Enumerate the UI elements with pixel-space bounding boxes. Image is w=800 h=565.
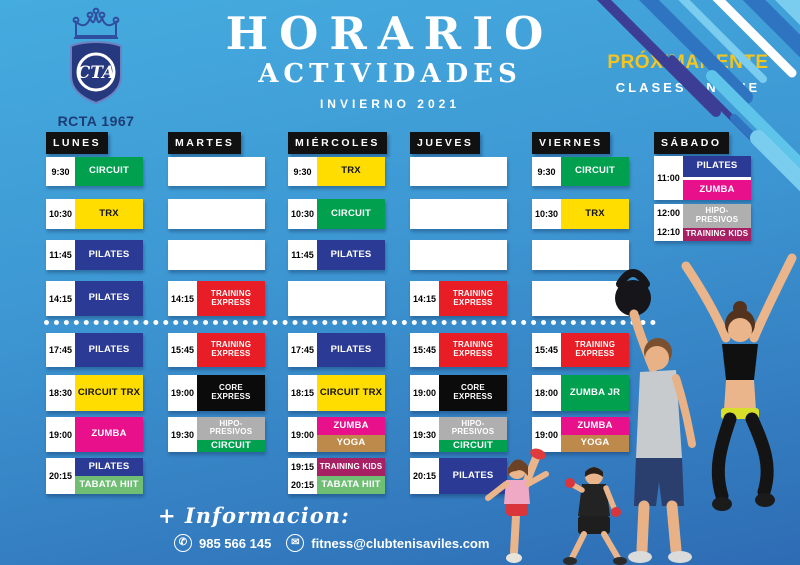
footer-contact — [150, 503, 510, 552]
time-label: 19:30 — [170, 429, 195, 440]
activity-label: CIRCUIT — [75, 157, 143, 186]
activity-label: CIRCUIT TRX — [317, 375, 385, 411]
schedule-cell — [410, 281, 507, 316]
time-label: 14:15 — [170, 293, 195, 304]
time-label: 10:30 — [48, 209, 73, 219]
time-label: 14:15 — [48, 293, 73, 304]
promo-line-2: CLASES ONLINE — [615, 80, 761, 95]
time-label: 19:30 — [412, 429, 437, 440]
schedule-cell — [654, 204, 751, 241]
empty-schedule-cell — [168, 157, 265, 186]
activity-label: TRAINING EXPRESS — [561, 333, 629, 367]
schedule-cell — [410, 375, 507, 411]
schedule-cell — [46, 240, 143, 270]
day-header-martes: MARTES — [168, 132, 241, 154]
schedule-cell — [46, 417, 143, 452]
club-crest-icon — [46, 6, 146, 106]
activity-label: ZUMBA — [317, 417, 385, 435]
day-header-lunes: LUNES — [46, 132, 108, 154]
schedule-cell — [46, 375, 143, 411]
title-season: INVIERNO 2021 — [319, 97, 461, 112]
schedule-cell — [532, 157, 629, 186]
activity-label: ZUMBA — [75, 417, 143, 452]
phone-icon: ✆ — [174, 534, 192, 552]
schedule-cell — [168, 417, 265, 452]
empty-schedule-cell — [410, 199, 507, 229]
schedule-cell — [46, 199, 143, 229]
activity-label: PILATES — [75, 458, 143, 476]
time-label: 11:45 — [291, 250, 314, 260]
schedule-cell — [288, 375, 385, 411]
time-label: 17:45 — [290, 345, 315, 355]
day-header-sabado: SÁBADO — [654, 132, 729, 154]
time-label: 15:45 — [534, 345, 559, 355]
schedule-cell — [46, 157, 143, 186]
club-name: RCTA 1967 — [57, 113, 135, 129]
time-label: 19:00 — [290, 429, 315, 440]
day-header-viernes: VIERNES — [532, 132, 610, 154]
activity-label: ZUMBA JR — [561, 375, 629, 411]
time-label: 9:30 — [51, 166, 70, 177]
activity-label: PILATES — [75, 240, 143, 270]
schedule-cell — [288, 417, 385, 452]
schedule-cell — [410, 333, 507, 367]
activity-label: PILATES — [75, 333, 143, 367]
activity-label: YOGA — [561, 435, 629, 453]
time-label: 19:00 — [534, 429, 559, 440]
club-badge — [40, 6, 152, 129]
day-column-miercoles — [288, 130, 385, 505]
activity-label: TRAINING EXPRESS — [197, 333, 265, 367]
schedule-cell — [46, 281, 143, 316]
activity-label: HIPO-PRESIVOS — [197, 417, 265, 440]
photo-woman-jumping — [664, 250, 800, 565]
activity-label: CIRCUIT — [317, 199, 385, 229]
day-column-martes — [168, 130, 265, 505]
activity-label: CORE EXPRESS — [439, 375, 507, 411]
time-label: 19:00 — [412, 388, 437, 398]
activity-label: TRX — [75, 199, 143, 229]
empty-schedule-cell — [410, 240, 507, 270]
time-label: 17:45 — [48, 345, 73, 355]
activity-label: CORE EXPRESS — [197, 375, 265, 411]
activity-label: TRAINING EXPRESS — [439, 333, 507, 367]
day-column-lunes — [46, 130, 143, 505]
time-label: 20:15 — [412, 471, 437, 481]
empty-schedule-cell — [168, 199, 265, 229]
activity-label: PILATES — [75, 281, 143, 316]
day-header-miercoles: MIÉRCOLES — [288, 132, 387, 154]
time-label: 19:15 20:15 — [290, 462, 315, 490]
email-address: fitness@clubtenisaviles.com — [311, 535, 490, 551]
time-label: 20:15 — [48, 471, 73, 481]
activity-label: TRAINING KIDS — [317, 458, 385, 476]
empty-schedule-cell — [410, 157, 507, 186]
time-label: 15:45 — [170, 345, 195, 355]
photo-boy-dumbbell — [552, 460, 636, 565]
schedule-cell — [168, 281, 265, 316]
time-label: 19:00 — [48, 429, 73, 440]
activity-label: TRAINING EXPRESS — [439, 281, 507, 316]
schedule-cell — [532, 199, 629, 229]
schedule-cell — [288, 333, 385, 367]
schedule-cell — [168, 333, 265, 367]
activity-label: PILATES — [317, 240, 385, 270]
day-header-jueves: JUEVES — [410, 132, 480, 154]
activity-label: TRX — [561, 199, 629, 229]
time-label: 9:30 — [537, 166, 556, 177]
schedule-cell — [168, 375, 265, 411]
activity-label: TABATA HIIT — [75, 476, 143, 494]
promo-line-1: PRÓXIMAMENTE — [607, 52, 769, 73]
time-label: 18:15 — [290, 388, 315, 398]
activity-label: CIRCUIT — [197, 440, 265, 452]
activity-label: CIRCUIT — [439, 440, 507, 452]
time-label: 14:15 — [412, 293, 437, 304]
activity-label: CIRCUIT — [561, 157, 629, 186]
time-label: 19:00 — [170, 388, 195, 398]
club-monogram: CTA — [76, 63, 116, 83]
time-label: 10:30 — [534, 209, 559, 219]
time-label: 15:45 — [412, 345, 437, 355]
info-label: + Informacion: — [158, 503, 350, 528]
time-label: 18:00 — [534, 388, 559, 398]
empty-schedule-cell — [288, 281, 385, 316]
activity-label: TABATA HIIT — [317, 476, 385, 494]
schedule-cell — [288, 240, 385, 270]
time-label: 12:00 12:10 — [656, 208, 681, 237]
phone-number: 985 566 145 — [199, 535, 272, 551]
activity-label: YOGA — [317, 435, 385, 453]
schedule-cell — [288, 458, 385, 494]
title-line-1: HORARIO — [225, 7, 555, 60]
activity-label: TRX — [317, 157, 385, 186]
schedule-cell — [46, 333, 143, 367]
time-label: 9:30 — [293, 166, 312, 177]
activity-label: TRAINING KIDS — [683, 228, 751, 241]
activity-label: CIRCUIT TRX — [75, 375, 143, 411]
activity-label: HIPO-PRESIVOS — [439, 417, 507, 440]
activity-label: ZUMBA — [561, 417, 629, 435]
envelope-icon: ✉ — [286, 534, 304, 552]
time-label: 11:00 — [657, 173, 680, 183]
title-line-2: ACTIVIDADES — [258, 59, 522, 90]
schedule-cell — [288, 157, 385, 186]
empty-schedule-cell — [168, 240, 265, 270]
time-label: 11:45 — [49, 250, 72, 260]
schedule-cell — [46, 458, 143, 494]
schedule-cell — [288, 199, 385, 229]
activity-label: HIPO-PRESIVOS — [683, 204, 751, 228]
activity-label: PILATES — [683, 156, 751, 177]
activity-label: PILATES — [439, 458, 507, 494]
activity-label: ZUMBA — [683, 180, 751, 201]
activity-label: PILATES — [317, 333, 385, 367]
time-label: 10:30 — [290, 209, 315, 219]
schedule-cell — [654, 156, 751, 200]
time-label: 18:30 — [48, 388, 73, 398]
activity-label: TRAINING EXPRESS — [197, 281, 265, 316]
